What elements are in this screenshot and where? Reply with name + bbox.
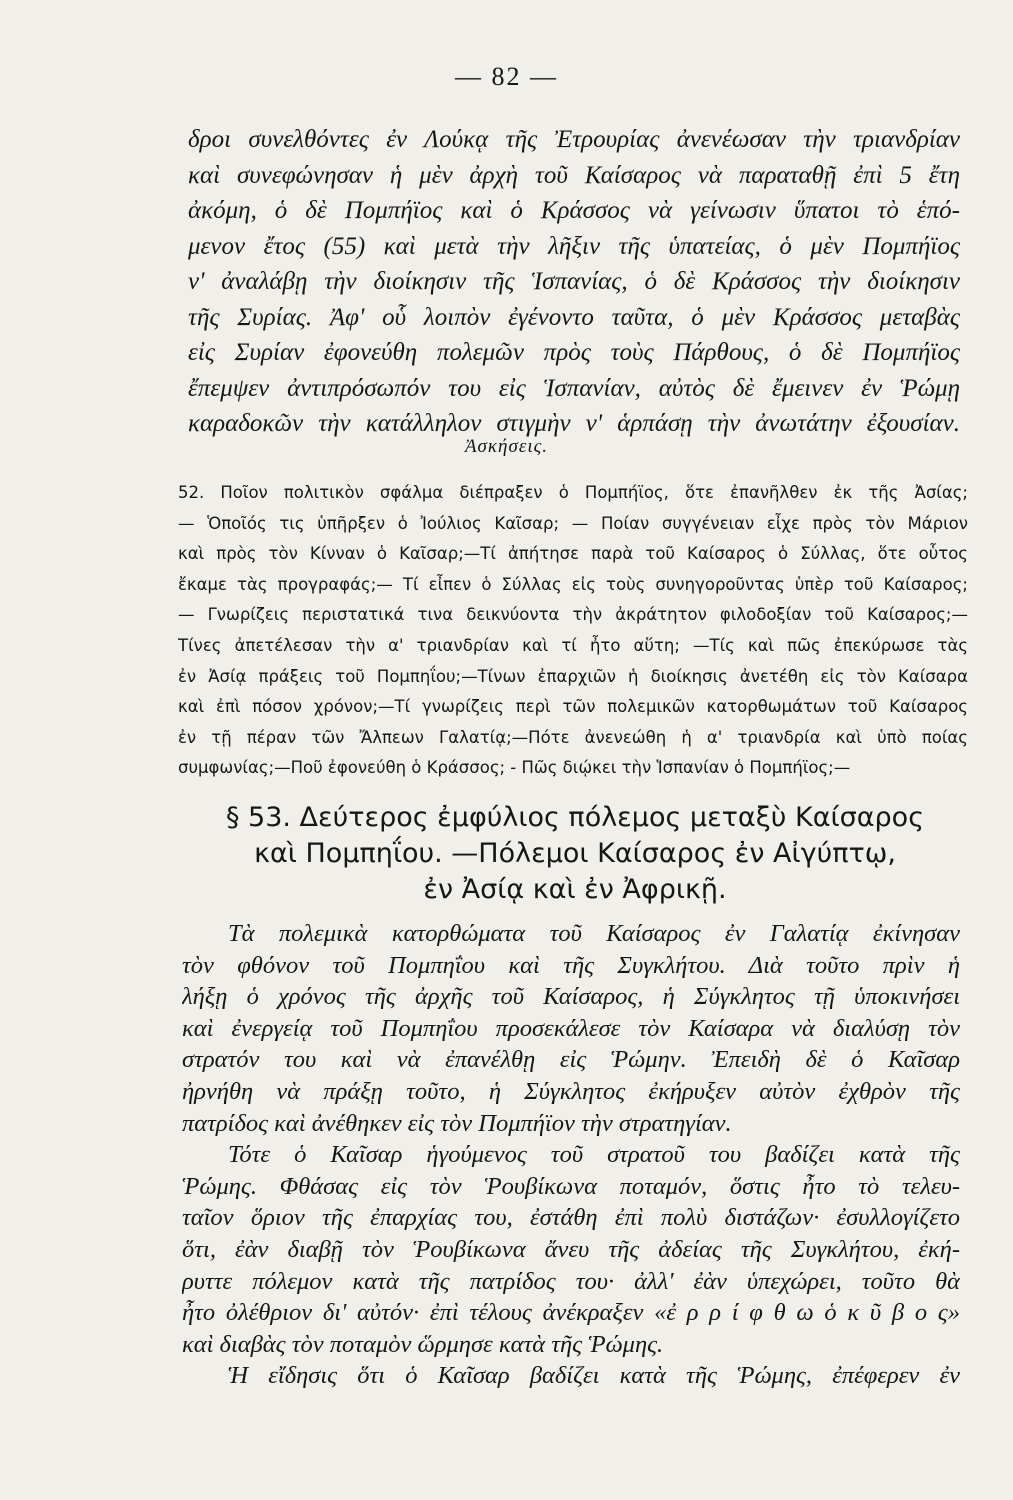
exercise-line: ἐν Ἀσίᾳ πράξεις τοῦ Πομπηΐου;—Τίνων ἐπαρχιῶν ἡ διοίκησις ἀνετέθη εἰς τὸν Καίσαρα [178,666,968,686]
section-heading-line: ἐν Ἀσίᾳ καὶ ἐν Ἀφρικῇ. [423,874,727,905]
section-heading-line: § 53. Δεύτερος ἐμφύλιος πόλεμος μεταξὺ Καίσαρος [225,802,925,833]
exercise-line: — Γνωρίζεις περιστατικά τινα δεικνύοντα τὴν ἀκράτητον φιλοδοξίαν τοῦ Καίσαρος;— [178,605,968,625]
text-line: μενον ἔτος (55) καὶ μετὰ τὴν λῆξιν τῆς ὑπατείας, ὁ μὲν Πομπήϊος [188,232,960,260]
paragraph-1 [188,122,960,442]
text-line: τῆς Συρίας. Ἀφ' οὗ λοιπὸν ἐγένοντο ταῦτα, ὁ μὲν Κράσσος μεταβὰς [188,303,960,331]
exercise-line: ἐν τῇ πέραν τῶν Ἄλπεων Γαλατίᾳ;—Πότε ἀνενεώθη ἡ α' τριανδρία καὶ ὑπὸ ποίας [178,727,968,747]
section-heading [180,800,970,908]
text-line: στρατόν του καὶ νὰ ἐπανέλθῃ εἰς Ῥώμην. Ἐπειδὴ δὲ ὁ Καῖσαρ [182,1046,960,1074]
text-line: ἠρνήθη νὰ πράξῃ τοῦτο, ἡ Σύγκλητος ἐκήρυξεν αὐτὸν ἐχθρὸν τῆς [182,1077,960,1105]
text-line: ἔπεμψεν ἀντιπρόσωπόν του εἰς Ἱσπανίαν, αὐτὸς δὲ ἔμεινεν ἐν Ῥώμῃ [188,374,960,402]
exercises-heading: Ἀσκήσεις. [464,436,549,457]
text-line: Ἡ εἴδησις ὅτι ὁ Καῖσαρ βαδίζει κατὰ τῆς Ῥώμης, ἐπέφερεν ἐν [228,1362,960,1390]
text-line: καραδοκῶν τὴν κατάλληλον στιγμὴν ν' ἁρπάσῃ τὴν ἀνωτάτην ἐξουσίαν. [188,410,960,437]
exercises-block [178,478,968,784]
text-line: καὶ ἐνεργείᾳ τοῦ Πομπηΐου προσεκάλεσε τὸν Καίσαρα νὰ διαλύσῃ τὸν [182,1014,960,1042]
exercise-line: καὶ πρὸς τὸν Κίνναν ὁ Καῖσαρ;—Τί ἀπήτησε παρὰ τοῦ Καίσαρος ὁ Σύλλας, ὅτε οὗτος [178,544,968,564]
page-number: — 82 — [455,62,558,91]
text-line: Τὰ πολεμικὰ κατορθώματα τοῦ Καίσαρος ἐν Γαλατίᾳ ἐκίνησαν [228,920,960,947]
text-line: Ῥώμης. Φθάσας εἰς τὸν Ῥουβίκωνα ποταμόν, ὅστις ἦτο τὸ τελευ- [182,1172,960,1200]
text-line: Τότε ὁ Καῖσαρ ἡγούμενος τοῦ στρατοῦ του βαδίζει κατὰ τῆς [228,1141,960,1169]
exercise-line: ἔκαμε τὰς προγραφάς;— Τί εἶπεν ὁ Σύλλας εἰς τοὺς συνηγοροῦντας ὑπὲρ τοῦ Καίσαρος; [178,574,968,594]
exercise-line: καὶ ἐπὶ πόσον χρόνον;—Τί γνωρίζεις περὶ τῶν πολεμικῶν κατορθωμάτων τοῦ Καίσαρος [178,697,968,717]
text-line: ἀκόμη, ὁ δὲ Πομπήϊος καὶ ὁ Κράσσος νὰ γείνωσιν ὕπατοι τὸ ἑπό- [188,197,960,224]
text-line: τὸν φθόνον τοῦ Πομπηΐου καὶ τῆς Συγκλήτου. Διὰ τοῦτο πρὶν ἡ [182,951,960,979]
exercise-line: 52. Ποῖον πολιτικὸν σφάλμα διέπραξεν ὁ Πομπήϊος, ὅτε ἐπανῆλθεν ἐκ τῆς Ἀσίας; [178,483,968,502]
exercise-line: Τίνες ἀπετέλεσαν τὴν α' τριανδρίαν καὶ τί ἦτο αὕτη; —Τίς καὶ πῶς ἐπεκύρωσε τὰς [178,635,968,655]
text-line: ν' ἀναλάβῃ τὴν διοίκησιν τῆς Ἱσπανίας, ὁ δὲ Κράσσος τὴν διοίκησιν [188,268,960,295]
text-line: εἰς Συρίαν ἐφονεύθη πολεμῶν πρὸς τοὺς Πάρθους, ὁ δὲ Πομπήϊος [188,339,960,366]
section-heading-line: καὶ Πομπηΐου. —Πόλεμοι Καίσαρος ἐν Αἰγύπτῳ, [254,838,896,869]
text-line: καὶ διαβὰς τὸν ποταμὸν ὥρμησε κατὰ τῆς Ῥώμης. [182,1330,664,1358]
text-line: ἦτο ὀλέθριον δι' αὐτόν· ἐπὶ τέλους ἀνέκραξεν «ἐ ρ ρ ί φ θ ω ὁ κ ῦ β ο ς» [182,1299,960,1327]
paragraph-2 [182,918,960,1392]
text-line: λήξῃ ὁ χρόνος τῆς ἀρχῆς τοῦ Καίσαρος, ἡ Σύγκλητος τῇ ὑποκινήσει [182,983,960,1011]
text-line: δροι συνελθόντες ἐν Λούκᾳ τῆς Ἐτρουρίας ἀνενέωσαν τὴν τριανδρίαν [188,126,960,153]
exercise-line: — Ὁποῖός τις ὑπῆρξεν ὁ Ἰούλιος Καῖσαρ; — Ποίαν συγγένειαν εἶχε πρὸς τὸν Μάριον [178,513,968,533]
text-line: ταῖον ὅριον τῆς ἐπαρχίας του, ἐστάθη ἐπὶ πολὺ διστάζων· ἐσυλλογίζετο [182,1204,960,1232]
exercise-line: συμφωνίας;—Ποῦ ἐφονεύθη ὁ Κράσσος; - Πῶς διῴκει τὴν Ἱσπανίαν ὁ Πομπήϊος;— [178,758,851,778]
text-line: καὶ συνεφώνησαν ἡ μὲν ἀρχὴ τοῦ Καίσαρος νὰ παραταθῇ ἐπὶ 5 ἔτη [188,161,960,189]
text-line: ὅτι, ἐὰν διαβῇ τὸν Ῥουβίκωνα ἄνευ τῆς ἀδείας τῆς Συγκλήτου, ἐκή- [182,1235,960,1263]
text-line: ρυττε πόλεμον κατὰ τῆς πατρίδος του· ἀλλ' ἐὰν ὑπεχώρει, τοῦτο θὰ [182,1267,960,1295]
text-line: πατρίδος καὶ ἀνέθηκεν εἰς τὸν Πομπήϊον τὴν στρατηγίαν. [182,1109,732,1137]
